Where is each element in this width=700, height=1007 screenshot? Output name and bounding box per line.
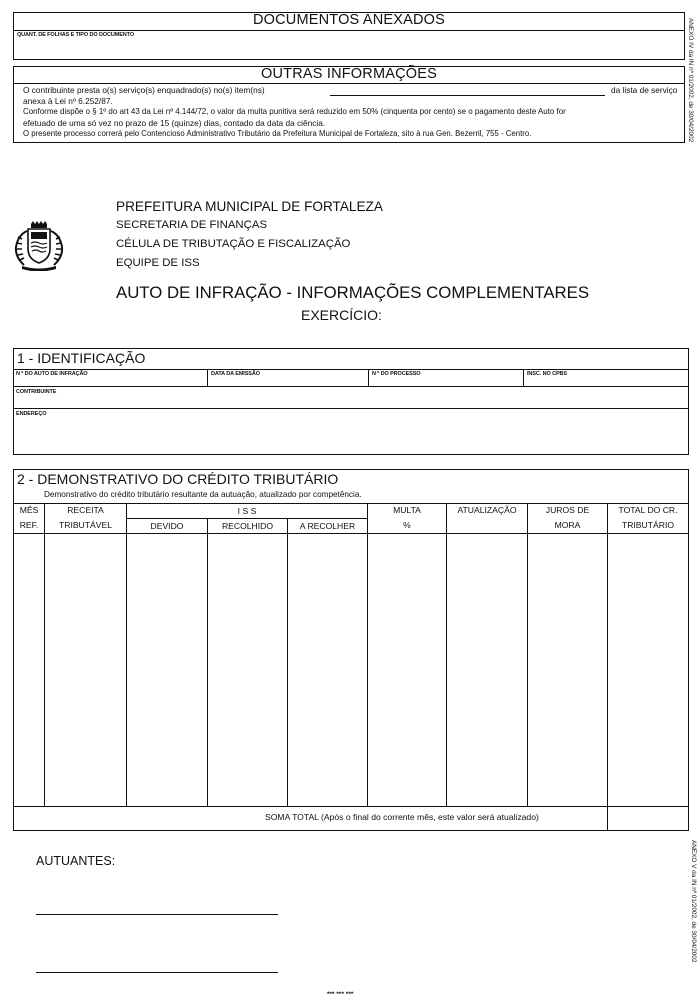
col-receita-label-2: TRIBUTÁVEL	[58, 520, 112, 530]
col-multa-label-1: MULTA	[393, 505, 421, 515]
dept-tributacao: CÉLULA DE TRIBUTAÇÃO E FISCALIZAÇÃO	[116, 238, 351, 250]
info-line-4: efetuado de uma só vez no prazo de 15 (quinze) dias, contado da data da ciência.	[23, 118, 326, 128]
endereco-label: ENDEREÇO	[16, 411, 47, 417]
exercicio-label: EXERCÍCIO:	[301, 307, 382, 323]
col-mes-label-1: MÊS	[19, 505, 39, 515]
form-title: AUTO DE INFRAÇÃO - INFORMAÇÕES COMPLEMENTARES	[116, 283, 590, 302]
side-note-top: ANEXO IV da IN nº 01/2002, de 30/04/2002	[687, 18, 694, 143]
coat-of-arms-logo	[12, 221, 66, 271]
col-receita-label-1: RECEITA	[67, 505, 104, 515]
col-multa-label-2: %	[403, 520, 411, 530]
outras-informacoes-title: OUTRAS INFORMAÇÕES	[261, 66, 437, 82]
insc-cpbs-label: INSC. NO CPBS	[527, 371, 567, 377]
autuante-signature-line-1[interactable]	[36, 914, 278, 915]
col-atualizacao-label: ATUALIZAÇÃO	[457, 505, 517, 515]
n-processo-label: N º DO PROCESSO	[372, 371, 421, 377]
col-mes-label-2: REF.	[19, 520, 39, 530]
info-line-1-right: da lista de serviço	[611, 85, 678, 95]
soma-total-field[interactable]	[608, 806, 688, 830]
n-processo-field[interactable]	[368, 377, 521, 392]
demonstrativo-entry-area[interactable]	[14, 533, 688, 805]
contribuinte-field[interactable]	[14, 394, 688, 414]
identificacao-title: 1 - IDENTIFICAÇÃO	[17, 350, 146, 366]
n-auto-field[interactable]	[14, 377, 205, 392]
col-arecolher-label: A RECOLHER	[299, 521, 356, 531]
dept-financas: SECRETARIA DE FINANÇAS	[116, 219, 268, 231]
item-blank-line[interactable]	[330, 95, 605, 96]
col-juros-label-2: MORA	[554, 520, 581, 530]
info-line-2: anexa à Lei nº 6.252/87.	[23, 96, 113, 106]
outras-informacoes-box	[13, 66, 685, 143]
data-emissao-label: DATA DA EMISSÃO	[211, 371, 260, 377]
info-line-1-left: O contribuinte presta o(s) serviço(s) enquadrado(s) no(s) item(ns)	[23, 85, 265, 95]
autuantes-label: AUTUANTES:	[36, 854, 116, 868]
info-line-3: Conforme dispõe o § 1º do art 43 da Lei nº 4.144/72, o valor da multa punitiva será reduzido em 50% (cinquenta por cento) se o pagamento deste Auto for	[23, 107, 566, 116]
col-devido-label: DEVIDO	[150, 521, 184, 531]
contribuinte-label: CONTRIBUINTE	[16, 389, 57, 395]
col-total-label-1: TOTAL DO CR.	[618, 505, 678, 515]
documentos-anexados-box	[13, 12, 685, 60]
demonstrativo-subtitle: Demonstrativo do crédito tributário resultante da autuação, atualizado por competência.	[44, 490, 362, 499]
info-line-5: O presente processo correrá pelo Contencioso Administrativo Tributário da Prefeitura Municipal de Fortaleza, sito à rua Gen. Bezerril, 755 - Centro.	[23, 129, 532, 138]
endereco-field[interactable]	[14, 416, 688, 453]
side-note-bottom: ANEXO V da IN nº 01/2002, de 30/04/2002	[690, 840, 697, 963]
soma-total-label: SOMA TOTAL (Após o final do corrente mês, este valor será atualizado)	[265, 812, 539, 822]
quant-folhas-label: QUANT. DE FOLHAS E TIPO DO DOCUMENTO	[17, 32, 134, 38]
demonstrativo-title: 2 - DEMONSTRATIVO DO CRÉDITO TRIBUTÁRIO	[17, 471, 339, 487]
data-emissao-field[interactable]	[207, 377, 366, 392]
insc-cpbs-field[interactable]	[523, 377, 687, 392]
col-total-label-2: TRIBUTÁRIO	[621, 520, 675, 530]
footer-mark: *** *** ***	[327, 991, 354, 998]
dept-iss: EQUIPE DE ISS	[116, 257, 200, 269]
col-juros-label-1: JUROS DE	[545, 505, 590, 515]
n-auto-label: N º DO AUTO DE INFRAÇÃO	[16, 371, 88, 377]
autuante-signature-line-2[interactable]	[36, 972, 278, 973]
documentos-anexados-title: DOCUMENTOS ANEXADOS	[252, 12, 446, 28]
org-name: PREFEITURA MUNICIPAL DE FORTALEZA	[116, 199, 383, 214]
col-recolhido-label: RECOLHIDO	[221, 521, 274, 531]
col-iss-label: I S S	[237, 506, 257, 516]
